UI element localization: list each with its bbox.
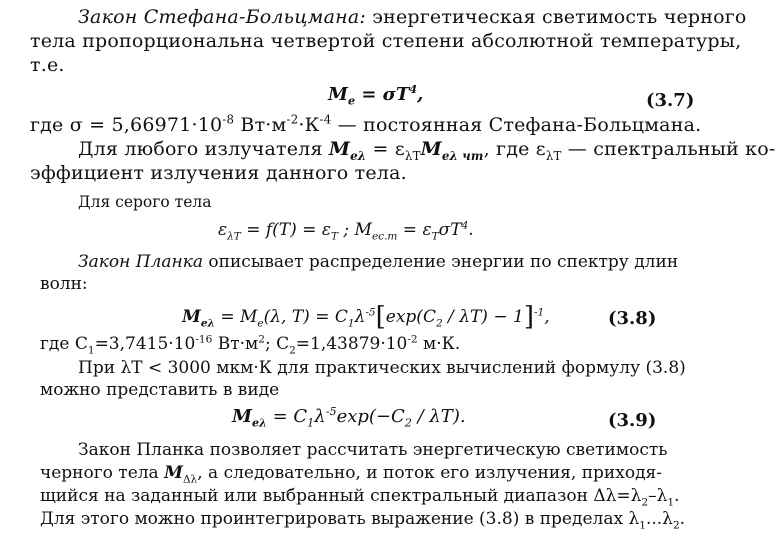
eq-symbol: M xyxy=(420,138,442,160)
sub: 1 xyxy=(667,496,675,509)
eq-sub: eλ xyxy=(200,317,215,330)
equation-3-7 xyxy=(328,83,424,108)
sup: -4 xyxy=(319,112,332,127)
planck-constants-line xyxy=(40,333,461,357)
eq-part: = M xyxy=(214,307,258,327)
text-span: ; C xyxy=(264,334,290,354)
eq-part: . xyxy=(468,220,474,240)
eq-sub: λT xyxy=(545,148,562,163)
law-name-stefan: Закон Стефана-Больцмана: xyxy=(78,6,366,28)
planck-usage-line4 xyxy=(40,509,686,532)
planck-usage-line3 xyxy=(40,486,680,509)
text-span: описывает распределение энергии по спектру длин xyxy=(203,252,679,272)
sub: 2 xyxy=(641,496,649,509)
eq-part: , xyxy=(417,84,424,105)
eq-part: exp(C xyxy=(385,307,436,327)
text-span: где C xyxy=(40,334,88,354)
text-span: =1,43879·10 xyxy=(295,334,408,354)
grey-body-heading: Для серого тела xyxy=(78,193,212,211)
text-span: Вт·м xyxy=(234,114,287,136)
sub: 1 xyxy=(87,344,95,357)
eq-symbol: M xyxy=(182,307,201,327)
eq-symbol: M xyxy=(232,406,252,427)
text-span: ...λ xyxy=(645,509,673,529)
eq-part: ε xyxy=(218,220,228,240)
text-span: Для любого излучателя xyxy=(78,138,329,160)
text-span: =3,7415·10 xyxy=(94,334,196,354)
text-span: м·К. xyxy=(417,334,461,354)
eq-sup: -1 xyxy=(533,306,545,319)
equation-number-3-7: (3.7) xyxy=(646,90,695,111)
eq-sup: 4 xyxy=(461,219,469,232)
bracket-close: ] xyxy=(523,302,534,332)
paragraph-stefan-line2: тела пропорциональна четвертой степени абсолютной температуры, xyxy=(30,30,742,52)
sup: -2 xyxy=(407,333,418,346)
eq-sup: -5 xyxy=(365,306,376,319)
eq-sub: λT xyxy=(227,230,241,243)
eq-sup: -5 xyxy=(325,405,337,418)
planck-usage-line2 xyxy=(40,463,663,486)
text-span: –λ xyxy=(648,486,668,506)
eq-sub: T xyxy=(431,230,439,243)
eq-part: / λT). xyxy=(411,406,466,427)
text-span: — постоянная Стефана-Больцмана. xyxy=(331,114,702,136)
text-span: . xyxy=(674,486,680,506)
approx-line2: можно представить в виде xyxy=(40,380,280,400)
text-span: где σ = 5,66971·10 xyxy=(30,114,223,136)
eq-sub: 1 xyxy=(307,416,315,430)
paragraph-stefan-line3: т.е. xyxy=(30,54,65,76)
text-span: = ε xyxy=(366,138,405,160)
law-name-planck: Закон Планка xyxy=(78,252,203,272)
eq-symbol: M xyxy=(164,463,183,483)
eq-sub: e xyxy=(257,317,264,330)
eq-sub: ec.т xyxy=(371,230,398,243)
eq-sub: 2 xyxy=(435,317,443,330)
planck-line1 xyxy=(78,254,678,271)
eq-part: exp(−C xyxy=(336,406,405,427)
sub: 1 xyxy=(639,519,646,532)
eq-part: / λT) − 1 xyxy=(442,307,524,327)
text-span: энергетическая светимость черного xyxy=(366,6,747,28)
sub: 2 xyxy=(289,344,296,357)
eq-sub: Δλ xyxy=(182,473,198,486)
sup: -16 xyxy=(195,333,213,346)
eq-sub: λT xyxy=(404,148,421,163)
planck-usage-line1: Закон Планка позволяет рассчитать энергетическую светимость xyxy=(78,440,668,460)
approx-line1: При λT < 3000 мкм·К для практических вычислений формулу (3.8) xyxy=(78,358,686,378)
text-span: Для этого можно проинтегрировать выражение (3.8) в пределах λ xyxy=(40,509,640,529)
eq-part: = σT xyxy=(355,84,410,105)
eq-part: ; M xyxy=(337,220,372,240)
eq-sub: eλ чт xyxy=(441,148,484,163)
equation-3-8 xyxy=(182,304,550,330)
emitter-line2: эффициент излучения данного тела. xyxy=(30,162,407,184)
text-span: черного тела xyxy=(40,463,165,483)
sup: -8 xyxy=(222,112,235,127)
text-span: Вт·м xyxy=(212,334,259,354)
text-span: — спектральный ко- xyxy=(561,138,776,160)
eq-symbol: M xyxy=(328,84,348,105)
equation-3-9 xyxy=(232,405,466,430)
bracket-open: [ xyxy=(375,302,386,332)
eq-sub: eλ xyxy=(251,416,267,430)
planck-line2: волн: xyxy=(40,274,88,294)
text-span: , где ε xyxy=(483,138,546,160)
equation-number-3-8: (3.8) xyxy=(608,308,657,329)
text-span: , а следовательно, и поток его излучения, приходя- xyxy=(197,463,663,483)
eq-part: = ε xyxy=(397,220,432,240)
eq-sub: 2 xyxy=(404,416,412,430)
eq-part: σT xyxy=(438,220,462,240)
equation-number-3-9: (3.9) xyxy=(608,410,657,431)
stefan-constant-line xyxy=(30,112,702,136)
text-span: . xyxy=(679,509,686,529)
text-span: щийся на заданный или выбранный спектральный диапазон Δλ=λ xyxy=(40,486,642,506)
eq-sub: e xyxy=(347,94,356,108)
eq-sub: 1 xyxy=(347,317,355,330)
text-span: ·К xyxy=(298,114,320,136)
equation-grey-body xyxy=(218,219,474,243)
paragraph-stefan-line1 xyxy=(78,8,747,27)
sup: 2 xyxy=(258,333,265,346)
eq-sup: 4 xyxy=(409,83,418,96)
eq-part: , xyxy=(544,307,550,327)
sup: -2 xyxy=(286,112,299,127)
eq-symbol: M xyxy=(328,138,351,160)
eq-part: = f(T) = ε xyxy=(240,220,331,240)
eq-sub: eλ xyxy=(350,148,367,163)
sub: 2 xyxy=(672,519,680,532)
eq-part: (λ, T) = C xyxy=(263,307,348,327)
eq-part: λ xyxy=(314,406,326,427)
eq-sub: T xyxy=(330,230,338,243)
eq-part: = C xyxy=(266,406,308,427)
eq-part: λ xyxy=(354,307,366,327)
emitter-line1 xyxy=(78,138,776,163)
